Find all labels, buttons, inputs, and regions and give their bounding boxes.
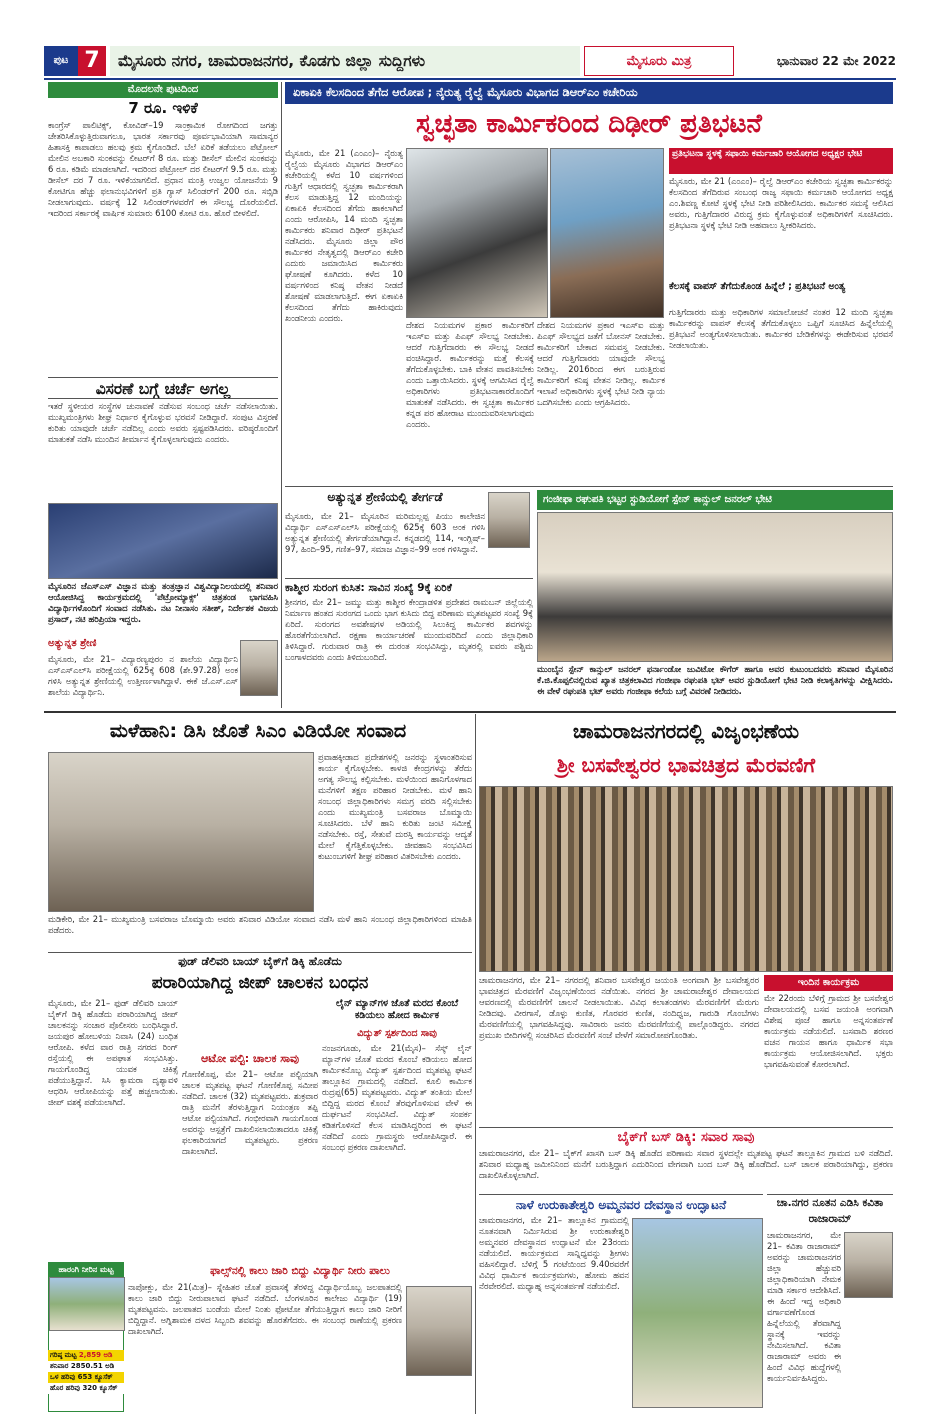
food-headline: ಪರಾರಿಯಾಗಿದ್ದ ಜೀಪ್ ಚಾಲಕನ ಬಂಧನ [151, 973, 369, 993]
continued-title: 7 ರೂ. ಇಳಿಕೆ [128, 99, 198, 117]
lead-kicker: ಏಕಾಏಕಿ ಕೆಲಸದಿಂದ ತೆಗೆದ ಆರೋಪ ; ನೈರುತ್ಯ ರೈಲ್ವೆ ಮೈಸೂರು ವಿಭಾಗದ ಡಿಆರ್‌ಎಂ ಕಚೇರಿಯ [285, 82, 893, 104]
section-title: ಮೈಸೂರು ನಗರ, ಚಾಮರಾಜನಗರ, ಕೊಡಗು ಜಿಲ್ಲಾ ಸುದ್ದಿಗಳು [110, 46, 580, 76]
film-team-photo [48, 503, 278, 579]
auto-body: ಗೋಣಿಕೊಪ್ಪ, ಮೇ 21– ಆಟೋ ಪಲ್ಟಿಯಾಗಿ ಚಾಲಕ ಮೃತಪಟ್ಟ ಘಟನೆ ಗೋಣಿಕೊಪ್ಪ ಸಮೀಪ ನಡೆದಿದೆ. ಚಾಲಕ (32) ಮೃತಪಟ್ಟವರು. ಶುಕ್ರವಾರ ರಾತ್ರಿ ಮನೆಗೆ ತೆರಳುತ್ತಿದ್ದಾಗ ನಿಯಂತ್ರಣ ತಪ್ಪಿ ಆಟೋ ಪಲ್ಟಿಯಾಗಿದೆ. ಗಂಭೀರವಾಗಿ ಗಾಯಗೊಂಡ ಅವರನ್ನು ಆಸ್ಪತ್ರೆಗೆ ದಾಖಲಿಸಲಾಯಿತಾದರೂ ಚಿಕಿತ್ಸೆ ಫಲಕಾರಿಯಾಗದೆ ಮೃತಪಟ್ಟರು. ಪ್ರಕರಣ ದಾಖಲಾಗಿದೆ. [182, 1069, 318, 1156]
procession-photo [479, 786, 893, 972]
film-caption: ಮೈಸೂರಿನ ಜೆಎಸ್‌ಎಸ್ ವಿಜ್ಞಾನ ಮತ್ತು ತಂತ್ರಜ್ಞಾನ ವಿಶ್ವವಿದ್ಯಾನಿಲಯದಲ್ಲಿ ಶನಿವಾರ ಆಯೋಜಿಸಿದ್ದ ಕಾರ್ಯಕ್ರಮದಲ್ಲಿ 'ಪೆಟ್ರೋಮ್ಯಾಕ್ಸ್' ಚಿತ್ರತಂಡ ಭಾಗವಹಿಸಿ ವಿದ್ಯಾರ್ಥಿಗಳೊಂದಿಗೆ ಸಂವಾದ ನಡೆಸಿತು. ನಟ ನೀನಾಸಂ ಸತೀಶ್, ನಿರ್ದೇಶಕ ವಿಜಯ ಪ್ರಸಾದ್, ನಟಿ ಹರಿಪ್ರಿಯಾ ಇದ್ದರು. [48, 581, 278, 624]
kashmir-title: ಕಾಶ್ಮೀರ ಸುರಂಗ ಕುಸಿತ: ಸಾವಿನ ಸಂಖ್ಯೆ 9ಕ್ಕೆ ಏರಿಕೆ [285, 578, 533, 596]
video-conference-photo [48, 752, 314, 912]
date-line: ಭಾನುವಾರ 22 ಮೇ 2022 [776, 54, 896, 68]
mid-left-body: ಪ್ರವಾಹಕ್ಕೀಡಾದ ಪ್ರದೇಶಗಳಲ್ಲಿ ಜನರನ್ನು ಸ್ಥಳಾಂತರಿಸುವ ಕಾರ್ಯ ಕೈಗೊಳ್ಳಬೇಕು. ಕಾಳಜಿ ಕೇಂದ್ರಗಳನ್ನು ತೆರೆದು ಅಗತ್ಯ ಸೌಲಭ್ಯ ಕಲ್ಪಿಸಬೇಕು. ಮಳೆಯಿಂದ ಹಾನಿಗೊಳಗಾದ ಮನೆಗಳಿಗೆ ತಕ್ಷಣ ಪರಿಹಾರ ನೀಡಬೇಕು. ಮಳೆ ಹಾನಿ ಸಂಬಂಧ ಜಿಲ್ಲಾಧಿಕಾರಿಗಳು ಸಮಗ್ರ ವರದಿ ಸಲ್ಲಿಸಬೇಕು ಎಂದು ಮುಖ್ಯಮಂತ್ರಿ ಬಸವರಾಜ ಬೊಮ್ಮಾಯಿ ಸೂಚಿಸಿದರು. ಬೆಳೆ ಹಾನಿ ಕುರಿತು ಜಂಟಿ ಸಮೀಕ್ಷೆ ನಡೆಸಬೇಕು. ರಸ್ತೆ, ಸೇತುವೆ ದುರಸ್ತಿ ಕಾರ್ಯವನ್ನು ಆದ್ಯತೆ ಮೇಲೆ ಕೈಗೆತ್ತಿಕೊಳ್ಳಬೇಕು. ಜೀವಹಾನಿ ಸಂಭವಿಸಿದ ಕುಟುಂಬಗಳಿಗೆ ಶೀಘ್ರ ಪರಿಹಾರ ವಿತರಿಸಬೇಕು ಎಂದರು. [318, 752, 472, 861]
rank2-portrait [488, 492, 530, 548]
rank1-title: ಅತ್ಯುನ್ನತ ಶ್ರೇಣಿ [48, 638, 97, 649]
falls-title: ಫಾಲ್ಸ್‌ನಲ್ಲಿ ಕಾಲು ಜಾರಿ ಬಿದ್ದು ವಿದ್ಯಾರ್ಥಿ ನೀರು ಪಾಲು [210, 1265, 390, 1277]
bike-title: ಬೈಕ್‌ಗೆ ಬಸ್ ಡಿಕ್ಕಿ: ಸವಾರ ಸಾವು [479, 1127, 893, 1147]
today-body: ಮೇ 22ರಂದು ಬೆಳಿಗ್ಗೆ ಗ್ರಾಮದ ಶ್ರೀ ಬಸವೇಶ್ವರ ದೇವಾಲಯದಲ್ಲಿ ಬಸವ ಜಯಂತಿ ಅಂಗವಾಗಿ ವಿಶೇಷ ಪೂಜೆ ಹಾಗೂ ಅನ್ನಸಂತರ್ಪಣೆ ಕಾರ್ಯಕ್ರಮ ನಡೆಯಲಿದೆ. ಬಸವಾದಿ ಶರಣರ ವಚನ ಗಾಯನ ಹಾಗೂ ಧಾರ್ಮಿಕ ಸಭಾ ಕಾರ್ಯಕ್ರಮ ಆಯೋಜಿಸಲಾಗಿದೆ. ಭಕ್ತರು ಭಾಗವಹಿಸುವಂತೆ ಕೋರಲಾಗಿದೆ. [764, 993, 893, 1069]
adc-title: ಚಾ.ನಗರ ನೂತನ ಎಡಿಸಿ ಕವಿತಾ ರಾಜಾರಾಮ್ [767, 1194, 893, 1228]
masthead-rule [44, 78, 896, 80]
rank1-portrait [240, 640, 278, 696]
food-kicker: ಫುಡ್ ಡೆಲಿವರಿ ಬಾಯ್ ಬೈಕ್‌ಗೆ ಡಿಕ್ಕಿ ಹೊಡೆದು [48, 952, 472, 970]
line-title: ಲೈನ್ ಮ್ಯಾನ್‌ಗಳ ಜೊತೆ ಮರದ ಕೊಂಬೆ ಕಡಿಯಲು ಹೋದ ಕಾರ್ಮಿಕ [335, 998, 459, 1021]
continued-tag: ಮೊದಲನೇ ಪುಟದಿಂದ [48, 82, 278, 98]
reservoir-row: ಒಳ ಹರಿವು 653 ಕ್ಯೂಸೆಕ್ [48, 1372, 124, 1383]
lead-side-head: ಪ್ರತಿಭಟನಾ ಸ್ಥಳಕ್ಕೆ ಸಫಾಯಿ ಕರ್ಮಚಾರಿ ಆಯೋಗದ ಅಧ್ಯಕ್ಷರ ಭೇಟಿ [669, 148, 893, 174]
reservoir-row: ಶನಿವಾರ 2850.51 ಅಡಿ [48, 1361, 124, 1372]
temple-photo [632, 1218, 763, 1408]
reservoir-row: ಗರಿಷ್ಠ ಮಟ್ಟ 2,859 ಅಡಿ [48, 1350, 124, 1361]
mid-rule [44, 711, 896, 713]
lead-side-more [669, 368, 893, 484]
festival-headline1: ಚಾಮರಾಜನಗರದಲ್ಲಿ ವಿಜೃಂಭಣೆಯ [572, 719, 800, 743]
lead-side-head2: ಕೆಲಸಕ್ಕೆ ವಾಪಸ್ ತೆಗೆದುಕೊಂಡ ಹಿನ್ನೆಲೆ ; ಪ್ರತಿಭಟನೆ ಅಂತ್ಯ [669, 281, 846, 292]
reservoir-title: ಹಾರಂಗಿ ನೀರಿನ ಮಟ್ಟ [49, 1263, 123, 1277]
lead-photo-workers [550, 148, 664, 318]
consul-banner: ಗಂಜೀಫಾ ರಘುಪತಿ ಭಟ್ಟರ ಸ್ಟುಡಿಯೋಗೆ ಸ್ಪೇನ್ ಕಾನ್ಸುಲ್ ಜನರಲ್ ಭೇಟಿ [537, 490, 893, 510]
auto-title: ಆಟೋ ಪಲ್ಟಿ: ಚಾಲಕ ಸಾವು [201, 1052, 299, 1065]
page-number: 7 [78, 46, 106, 76]
rank1-body: ಮೈಸೂರು, ಮೇ 21– ವಿದ್ಯಾರಣ್ಯಪುರಂ ನ ಶಾಲೆಯ ವಿದ್ಯಾರ್ಥಿನಿ ಎಸ್‌ಎಸ್‌ಎಲ್‌ಸಿ ಪರೀಕ್ಷೆಯಲ್ಲಿ 625ಕ್ಕೆ 608 (ಶೇ.97.28) ಅಂಕ ಗಳಿಸಿ ಅತ್ಯುನ್ನತ ಶ್ರೇಣಿಯಲ್ಲಿ ಉತ್ತೀರ್ಣಳಾಗಿದ್ದಾಳೆ. ಈಕೆ ಜೆ.ಎಸ್.ಎಸ್ ಶಾಲೆಯ ವಿದ್ಯಾರ್ಥಿನಿ. [48, 654, 238, 697]
temple-body: ಚಾಮರಾಜನಗರ, ಮೇ 21– ತಾಲ್ಲೂಕಿನ ಗ್ರಾಮದಲ್ಲಿ ನೂತನವಾಗಿ ನಿರ್ಮಿಸಿರುವ ಶ್ರೀ ಉರುಕಾತೇಶ್ವರಿ ಅಮ್ಮನವರ ದೇವಸ್ಥಾನದ ಉದ್ಘಾಟನೆ ಮೇ 23ರಂದು ನಡೆಯಲಿದೆ. ಕಾರ್ಯಕ್ರಮದ ಸಾನ್ನಿಧ್ಯವನ್ನು ಶ್ರೀಗಳು ವಹಿಸಲಿದ್ದಾರೆ. ಬೆಳಿಗ್ಗೆ 5 ಗಂಟೆಯಿಂದ 9.40ರವರೆಗೆ ವಿವಿಧ ಧಾರ್ಮಿಕ ಕಾರ್ಯಕ್ರಮಗಳು, ಹೋಮ ಹವನ ನೆರವೇರಲಿದೆ. ಮಧ್ಯಾಹ್ನ ಅನ್ನಸಂತರ್ಪಣೆ ನಡೆಯಲಿದೆ. [479, 1215, 629, 1291]
mid-left-headline: ಮಳೆಹಾನಿ: ಡಿಸಿ ಜೊತೆ ಸಿಎಂ ವಿಡಿಯೋ ಸಂವಾದ [109, 720, 407, 742]
adc-portrait [844, 1232, 893, 1298]
page-label: ಪುಟ [44, 46, 78, 76]
lead-photo-officials [406, 148, 548, 318]
reservoir-row: ಹೊರ ಹರಿವು 320 ಕ್ಯೂಸೆಕ್ [48, 1383, 124, 1394]
festival-headline2: ಶ್ರೀ ಬಸವೇಶ್ವರರ ಭಾವಚಿತ್ರದ ಮೆರವಣಿಗೆ [556, 753, 816, 777]
rank2-title: ಅತ್ಯುನ್ನತ ಶ್ರೇಣಿಯಲ್ಲಿ ತೇರ್ಗಡೆ [327, 490, 443, 504]
rank2-body: ಮೈಸೂರು, ಮೇ 21– ಮೈಸೂರಿನ ಮರಿಮಲ್ಲಪ್ಪ ಪಿಯು ಕಾಲೇಜಿನ ವಿದ್ಯಾರ್ಥಿ ಎಸ್‌ಎಸ್‌ಎಲ್‌ಸಿ ಪರೀಕ್ಷೆಯಲ್ಲಿ 625ಕ್ಕೆ 603 ಅಂಕ ಗಳಿಸಿ ಅತ್ಯುನ್ನತ ಶ್ರೇಣಿಯಲ್ಲಿ ತೇರ್ಗಡೆಯಾಗಿದ್ದಾನೆ. ಕನ್ನಡದಲ್ಲಿ 114, ಇಂಗ್ಲಿಷ್–97, ಹಿಂದಿ–95, ಗಣಿತ–97, ಸಮಾಜ ವಿಜ್ಞಾನ–99 ಅಂಕ ಗಳಿಸಿದ್ದಾನೆ. [285, 511, 485, 554]
discussion-body: ಇತರೆ ಸ್ಥಳೀಯರ ಸಂಸ್ಥೆಗಳ ಚುನಾವಣೆ ನಡೆಸುವ ಸಂಬಂಧ ಚರ್ಚೆ ನಡೆಸಲಾಯಿತು. ಮುಖ್ಯಮಂತ್ರಿಗಳು ಶೀಘ್ರ ನಿರ್ಧಾರ ಕೈಗೊಳ್ಳುವ ಭರವಸೆ ನೀಡಿದ್ದಾರೆ. ಸಂಪುಟ ವಿಸ್ತರಣೆ ಕುರಿತು ಯಾವುದೇ ಚರ್ಚೆ ನಡೆದಿಲ್ಲ ಎಂದು ಅವರು ಸ್ಪಷ್ಟಪಡಿಸಿದರು. ವರಿಷ್ಠರೊಂದಿಗೆ ಮಾತುಕತೆ ನಡೆಸಿ ಮುಂದಿನ ತೀರ್ಮಾನ ಕೈಗೊಳ್ಳಲಾಗುವುದು ಎಂದರು. [48, 401, 278, 444]
col-divider-1 [281, 82, 282, 708]
mid-left-caption: ಮಡಿಕೇರಿ, ಮೇ 21– ಮುಖ್ಯಮಂತ್ರಿ ಬಸವರಾಜ ಬೊಮ್ಮಾಯಿ ಅವರು ಶನಿವಾರ ವಿಡಿಯೋ ಸಂವಾದ ನಡೆಸಿ ಮಳೆ ಹಾನಿ ಸಂಬಂಧ ಜಿಲ್ಲಾಧಿಕಾರಿಗಳಿಂದ ಮಾಹಿತಿ ಪಡೆದರು. [48, 914, 472, 935]
temple-title: ನಾಳೆ ಉರುಕಾತೇಶ್ವರಿ ಅಮ್ಮನವರ ದೇವಸ್ಥಾನ ಉದ್ಘಾಟನೆ [479, 1194, 763, 1214]
col-divider-mid [475, 714, 476, 1414]
line-body: ನಂಜನಗೂಡು, ಮೇ 21(ಮೈಸ)– ಸೆಸ್ಕ್ ಲೈನ್ ಮ್ಯಾನ್‌ಗಳ ಜೊತೆ ಮರದ ಕೊಂಬೆ ಕಡಿಯಲು ಹೋದ ಕಾರ್ಮಿಕನೊಬ್ಬ ವಿದ್ಯುತ್ ಸ್ಪರ್ಶದಿಂದ ಮೃತಪಟ್ಟ ಘಟನೆ ತಾಲ್ಲೂಕಿನ ಗ್ರಾಮದಲ್ಲಿ ನಡೆದಿದೆ. ಕೂಲಿ ಕಾರ್ಮಿಕ ರುದ್ರಪ್ಪ(65) ಮೃತಪಟ್ಟವರು. ವಿದ್ಯುತ್ ತಂತಿಯ ಮೇಲೆ ಬಿದ್ದಿದ್ದ ಮರದ ಕೊಂಬೆ ತೆರವುಗೊಳಿಸುವ ವೇಳೆ ಈ ದುರ್ಘಟನೆ ಸಂಭವಿಸಿದೆ. ವಿದ್ಯುತ್ ಸಂಪರ್ಕ ಕಡಿತಗೊಳಿಸದೆ ಕೆಲಸ ಮಾಡಿಸಿದ್ದರಿಂದ ಈ ಘಟನೆ ನಡೆದಿದೆ ಎಂದು ಗ್ರಾಮಸ್ಥರು ಆರೋಪಿಸಿದ್ದಾರೆ. ಈ ಸಂಬಂಧ ಪ್ರಕರಣ ದಾಖಲಾಗಿದೆ. [322, 1043, 472, 1152]
falls-body: ನಾಪೋಕ್ಲು, ಮೇ 21(ಮಿತ್ರ)– ಸ್ನೇಹಿತರ ಜೊತೆ ಪ್ರವಾಸಕ್ಕೆ ತೆರಳಿದ್ದ ವಿದ್ಯಾರ್ಥಿಯೊಬ್ಬ ಜಲಪಾತದಲ್ಲಿ ಕಾಲು ಜಾರಿ ಬಿದ್ದು ನೀರುಪಾಲಾದ ಘಟನೆ ನಡೆದಿದೆ. ಬೆಂಗಳೂರಿನ ಕಾಲೇಜು ವಿದ್ಯಾರ್ಥಿ (19) ಮೃತಪಟ್ಟವನು. ಜಲಪಾತದ ಬಂಡೆಯ ಮೇಲೆ ನಿಂತು ಫೋಟೋ ತೆಗೆಯುತ್ತಿದ್ದಾಗ ಕಾಲು ಜಾರಿ ನೀರಿಗೆ ಬಿದ್ದಿದ್ದಾನೆ. ಅಗ್ನಿಶಾಮಕ ದಳದ ಸಿಬ್ಬಂದಿ ಶವವನ್ನು ಹೊರತೆಗೆದರು. ಈ ಸಂಬಂಧ ಠಾಣೆಯಲ್ಲಿ ಪ್ರಕರಣ ದಾಖಲಾಗಿದೆ. [128, 1282, 402, 1336]
falls-portrait [406, 1286, 472, 1376]
line-sub: ವಿದ್ಯುತ್ ಸ್ಪರ್ಶದಿಂದ ಸಾವು [357, 1028, 437, 1039]
adc-body: ಚಾಮರಾಜನಗರ, ಮೇ 21– ಕವಿತಾ ರಾಜಾರಾಮ್ ಅವರನ್ನು ಚಾಮರಾಜನಗರ ಜಿಲ್ಲಾ ಹೆಚ್ಚುವರಿ ಜಿಲ್ಲಾಧಿಕಾರಿಯಾಗಿ ನೇಮಕ ಮಾಡಿ ಸರ್ಕಾರ ಆದೇಶಿಸಿದೆ. ಈ ಹಿಂದೆ ಇದ್ದ ಅಧಿಕಾರಿ ವರ್ಗಾವಣೆಗೊಂಡ ಹಿನ್ನೆಲೆಯಲ್ಲಿ ತೆರವಾಗಿದ್ದ ಸ್ಥಾನಕ್ಕೆ ಇವರನ್ನು ನೇಮಿಸಲಾಗಿದೆ. ಕವಿತಾ ರಾಜಾರಾಮ್ ಅವರು ಈ ಹಿಂದೆ ವಿವಿಧ ಹುದ್ದೆಗಳಲ್ಲಿ ಕಾರ್ಯನಿರ್ವಹಿಸಿದ್ದರು. [767, 1230, 841, 1383]
reservoir-table [48, 1350, 124, 1394]
discussion-title: ವಿಸರಣೆ ಬಗ್ಗೆ ಚರ್ಚೆ ಅಗಲ್ಲ [48, 377, 278, 399]
food-body-cont [182, 998, 318, 1048]
kashmir-body: ಶ್ರೀನಗರ, ಮೇ 21– ಜಮ್ಮು ಮತ್ತು ಕಾಶ್ಮೀರ ಕೇಂದ್ರಾಡಳಿತ ಪ್ರದೇಶದ ರಾಮಬನ್ ಜಿಲ್ಲೆಯಲ್ಲಿ ನಿರ್ಮಾಣ ಹಂತದ ಸುರಂಗದ ಒಂದು ಭಾಗ ಕುಸಿದು ಬಿದ್ದ ಪರಿಣಾಮ ಮೃತಪಟ್ಟವರ ಸಂಖ್ಯೆ 9ಕ್ಕೆ ಏರಿದೆ. ಸುರಂಗದ ಅವಶೇಷಗಳ ಅಡಿಯಲ್ಲಿ ಸಿಲುಕಿದ್ದ ಕಾರ್ಮಿಕರ ಶವಗಳನ್ನು ಹೊರತೆಗೆಯಲಾಗಿದೆ. ರಕ್ಷಣಾ ಕಾರ್ಯಾಚರಣೆ ಮುಂದುವರಿದಿದೆ ಎಂದು ಜಿಲ್ಲಾಧಿಕಾರಿ ತಿಳಿಸಿದ್ದಾರೆ. ಗುರುವಾರ ರಾತ್ರಿ ಈ ದುರಂತ ಸಂಭವಿಸಿದ್ದು, ಮೃತರಲ್ಲಿ ಐವರು ಪಶ್ಚಿಮ ಬಂಗಾಳದವರು ಎಂದು ತಿಳಿದುಬಂದಿದೆ. [285, 597, 533, 662]
bike-body: ಚಾಮರಾಜನಗರ, ಮೇ 21– ಬೈಕ್‌ಗೆ ಖಾಸಗಿ ಬಸ್ ಡಿಕ್ಕಿ ಹೊಡೆದ ಪರಿಣಾಮ ಸವಾರ ಸ್ಥಳದಲ್ಲೇ ಮೃತಪಟ್ಟ ಘಟನೆ ತಾಲ್ಲೂಕಿನ ಗ್ರಾಮದ ಬಳಿ ನಡೆದಿದೆ. ಶನಿವಾರ ಮಧ್ಯಾಹ್ನ ಜಮೀನಿನಿಂದ ಮನೆಗೆ ಬರುತ್ತಿದ್ದಾಗ ಎದುರಿನಿಂದ ವೇಗವಾಗಿ ಬಂದ ಬಸ್ ಡಿಕ್ಕಿ ಹೊಡೆದಿದೆ. ಬಸ್ ಚಾಲಕ ಪರಾರಿಯಾಗಿದ್ದು, ಪ್ರಕರಣ ದಾಖಲಿಸಿಕೊಳ್ಳಲಾಗಿದೆ. [479, 1148, 893, 1180]
consul-caption: ಮುಂಬೈನ ಸ್ಪೇನ್ ಕಾನ್ಸುಲ್ ಜನರಲ್ ಫರ್ನಾಂಡೋ ಜುವಿಟೋ ಕೌಗೆರ್ ಹಾಗೂ ಅವರ ಕುಟುಂಬದವರು ಶನಿವಾರ ಮೈಸೂರಿನ ಕೆ.ಜಿ.ಕೊಪ್ಪಲಿನಲ್ಲಿರುವ ಖ್ಯಾತ ಚಿತ್ರಕಲಾವಿದ ಗಂಜೀಫಾ ರಘುಪತಿ ಭಟ್ ಅವರ ಸ್ಟುಡಿಯೋಗೆ ಭೇಟಿ ನೀಡಿ ಕಲಾಕೃತಿಗಳನ್ನು ವೀಕ್ಷಿಸಿದರು. ಈ ವೇಳೆ ರಘುಪತಿ ಭಟ್ ಅವರು ಗಂಜೀಫಾ ಕಲೆಯ ಬಗ್ಗೆ ವಿವರಣೆ ನೀಡಿದರು. [537, 664, 893, 696]
today-tag: ಇಂದಿನ ಕಾರ್ಯಕ್ರಮ [764, 975, 893, 991]
lead-col1: ಮೈಸೂರು, ಮೇ 21 (ಎಂಎಂ)– ನೈರುತ್ಯ ರೈಲ್ವೆಯ ಮೈಸೂರು ವಿಭಾಗದ ಡಿಆರ್‌ಎಂ ಕಚೇರಿಯಲ್ಲಿ ಕಳೆದ 10 ವರ್ಷಗಳಿಂದ ಗುತ್ತಿಗೆ ಆಧಾರದಲ್ಲಿ ಸ್ವಚ್ಛತಾ ಕಾರ್ಮಿಕರಾಗಿ ಕೆಲಸ ಮಾಡುತ್ತಿದ್ದ 12 ಮಂದಿಯನ್ನು ಏಕಾಏಕಿ ಕೆಲಸದಿಂದ ತೆಗೆದು ಹಾಕಲಾಗಿದೆ ಎಂದು ಆರೋಪಿಸಿ, 14 ಮಂದಿ ಸ್ವಚ್ಛತಾ ಕಾರ್ಮಿಕರು ಶನಿವಾರ ದಿಢೀರ್ ಪ್ರತಿಭಟನೆ ನಡೆಸಿದರು. ಮೈಸೂರು ಜಿಲ್ಲಾ ಪೌರ ಕಾರ್ಮಿಕರ ನೇತೃತ್ವದಲ್ಲಿ ಡಿಆರ್‌ಎಂ ಕಚೇರಿ ಎದುರು ಜಮಾಯಿಸಿದ ಕಾರ್ಮಿಕರು ಘೋಷಣೆ ಕೂಗಿದರು. ಕಳೆದ 10 ವರ್ಷಗಳಿಂದ ಕನಿಷ್ಠ ವೇತನ ನೀಡದೆ ಶೋಷಣೆ ಮಾಡಲಾಗುತ್ತಿದೆ. ಈಗ ಏಕಾಏಕಿ ಕೆಲಸದಿಂದ ತೆಗೆದು ಹಾಕಿರುವುದು ಖಂಡನೀಯ ಎಂದರು. [285, 148, 403, 323]
food-body: ಮೈಸೂರು, ಮೇ 21– ಫುಡ್ ಡೆಲಿವರಿ ಬಾಯ್ ಬೈಕ್‌ಗೆ ಡಿಕ್ಕಿ ಹೊಡೆದು ಪರಾರಿಯಾಗಿದ್ದ ಜೀಪ್ ಚಾಲಕನನ್ನು ಸಂಚಾರ ಪೊಲೀಸರು ಬಂಧಿಸಿದ್ದಾರೆ. ಜಯಪುರ ಹೋಬಳಿಯ ನಿವಾಸಿ (24) ಬಂಧಿತ ಆರೋಪಿ. ಕಳೆದ ವಾರ ರಾತ್ರಿ ನಗರದ ರಿಂಗ್ ರಸ್ತೆಯಲ್ಲಿ ಈ ಅಪಘಾತ ಸಂಭವಿಸಿತ್ತು. ಗಾಯಗೊಂಡಿದ್ದ ಯುವಕ ಚಿಕಿತ್ಸೆ ಪಡೆಯುತ್ತಿದ್ದಾನೆ. ಸಿಸಿ ಕ್ಯಾಮರಾ ದೃಶ್ಯಾವಳಿ ಆಧರಿಸಿ ಆರೋಪಿಯನ್ನು ಪತ್ತೆ ಹಚ್ಚಲಾಯಿತು. ಜೀಪ್ ವಶಕ್ಕೆ ಪಡೆಯಲಾಗಿದೆ. [48, 998, 178, 1107]
lead-bottom-rule [285, 486, 893, 487]
lead-col3: ದೇಶದ ನಿಯಮಗಳ ಪ್ರಕಾರ ಇಎಸ್‌ಐ ಮತ್ತು ಪಿಎಫ್ ಸೌಲಭ್ಯದ ಜತೆಗೆ ಬೋನಸ್ ನೀಡಬೇಕು. ಕಾರ್ಮಿಕರಿಗೆ ಬೇಕಾದ ಸಮವಸ್ತ್ರ ನೀಡಬೇಕು. ಆದರೆ ಗುತ್ತಿಗೆದಾರರು ಯಾವುದೇ ಸೌಲಭ್ಯ ನೀಡಿಲ್ಲ. 2016ರಿಂದ ಈಗ ಬರುತ್ತಿರುವ ಕಾರ್ಮಿಕರಿಗೆ ಕನಿಷ್ಠ ವೇತನ ನೀಡಿಲ್ಲ. ಕಾರ್ಮಿಕ ಇಲಾಖೆ ಅಧಿಕಾರಿಗಳು ಸ್ಥಳಕ್ಕೆ ಭೇಟಿ ನೀಡಿ ನ್ಯಾಯ ಒದಗಿಸಬೇಕು ಎಂದು ಆಗ್ರಹಿಸಿದರು. [537, 320, 665, 407]
lead-col2: ದೇಶದ ನಿಯಮಗಳ ಪ್ರಕಾರ ಕಾರ್ಮಿಕರಿಗೆ ಇಎಸ್‌ಐ ಮತ್ತು ಪಿಎಫ್ ಸೌಲಭ್ಯ ನೀಡಬೇಕು. ಆದರೆ ಗುತ್ತಿಗೆದಾರರು ಈ ಸೌಲಭ್ಯ ನೀಡದೆ ವಂಚಿಸಿದ್ದಾರೆ. ಕಾರ್ಮಿಕರನ್ನು ಮತ್ತೆ ಕೆಲಸಕ್ಕೆ ತೆಗೆದುಕೊಳ್ಳಬೇಕು. ಬಾಕಿ ವೇತನ ಪಾವತಿಸಬೇಕು ಎಂದು ಒತ್ತಾಯಿಸಿದರು. ಸ್ಥಳಕ್ಕೆ ಆಗಮಿಸಿದ ರೈಲ್ವೆ ಅಧಿಕಾರಿಗಳು ಪ್ರತಿಭಟನಾಕಾರರೊಂದಿಗೆ ಮಾತುಕತೆ ನಡೆಸಿದರು. ಈ ಸ್ವಚ್ಛತಾ ಕಾರ್ಮಿಕರ ಕನ್ನಡ ಪರ ಹೋರಾಟ ಮುಂದುವರಿಸಲಾಗುವುದು ಎಂದರು. [406, 320, 534, 429]
lead-headline: ಸ್ವಚ್ಛತಾ ಕಾರ್ಮಿಕರಿಂದ ದಿಢೀರ್ ಪ್ರತಿಭಟನೆ [416, 109, 762, 139]
reservoir-photo [49, 1277, 125, 1331]
festival-body: ಚಾಮರಾಜನಗರ, ಮೇ 21– ನಗರದಲ್ಲಿ ಶನಿವಾರ ಬಸವೇಶ್ವರ ಜಯಂತಿ ಅಂಗವಾಗಿ ಶ್ರೀ ಬಸವೇಶ್ವರರ ಭಾವಚಿತ್ರದ ಮೆರವಣಿಗೆ ವಿಜೃಂಭಣೆಯಿಂದ ನಡೆಯಿತು. ನಗರದ ಶ್ರೀ ಚಾಮರಾಜೇಶ್ವರ ದೇವಾಲಯದ ಆವರಣದಲ್ಲಿ ಮೆರವಣಿಗೆಗೆ ಚಾಲನೆ ನೀಡಲಾಯಿತು. ವಿವಿಧ ಕಲಾತಂಡಗಳು ಮೆರವಣಿಗೆಗೆ ಮೆರುಗು ನೀಡಿದವು. ವೀರಗಾಸೆ, ಡೊಳ್ಳು ಕುಣಿತ, ಗೊರವರ ಕುಣಿತ, ನಂದಿಧ್ವಜ, ಗಾರುಡಿ ಗೊಂಬೆಗಳು ಮೆರವಣಿಗೆಯಲ್ಲಿ ಭಾಗವಹಿಸಿದ್ದವು. ಸಾವಿರಾರು ಜನರು ಮೆರವಣಿಗೆಯಲ್ಲಿ ಪಾಲ್ಗೊಂಡಿದ್ದರು. ನಗರದ ಪ್ರಮುಖ ಬೀದಿಗಳಲ್ಲಿ ಸಂಚರಿಸಿದ ಮೆರವಣಿಗೆ ಸಂಜೆ ವೇಳೆಗೆ ಸಮಾರೋಪಗೊಂಡಿತು. [479, 975, 759, 1040]
lead-side-body2: ಗುತ್ತಿಗೆದಾರರು ಮತ್ತು ಅಧಿಕಾರಿಗಳ ಸಮಾಲೋಚನೆ ನಂತರ 12 ಮಂದಿ ಸ್ವಚ್ಛತಾ ಕಾರ್ಮಿಕರನ್ನು ವಾಪಸ್ ಕೆಲಸಕ್ಕೆ ತೆಗೆದುಕೊಳ್ಳಲು ಒಪ್ಪಿಗೆ ಸೂಚಿಸಿದ ಹಿನ್ನೆಲೆಯಲ್ಲಿ ಪ್ರತಿಭಟನೆ ಅಂತ್ಯಗೊಳಿಸಲಾಯಿತು. ಕಾರ್ಮಿಕರ ಬೇಡಿಕೆಗಳನ್ನು ಈಡೇರಿಸುವ ಭರವಸೆ ನೀಡಲಾಯಿತು. [669, 307, 893, 350]
masthead [44, 46, 896, 76]
paper-name: ಮೈಸೂರು ಮಿತ್ರ [584, 46, 734, 76]
continued-body: ಕಾಂಗ್ರೆಸ್ ಪಾಲಿಟಿಕ್ಸ್‌, ಕೋವಿಡ್–19 ಸಾಂಕ್ರಾಮಿಕ ರೋಗದಿಂದ ಜಗತ್ತು ಚೇತರಿಸಿಕೊಳ್ಳುತ್ತಿರುವಾಗಲೂ, ಭಾರತ ಸರ್ಕಾರವು ಪೂರ್ವಭಾವಿಯಾಗಿ ಸಾಮಾನ್ಯರ ಹಿತಾಸಕ್ತಿ ಕಾಪಾಡಲು ಹಲವು ಕ್ರಮ ಕೈಗೊಂಡಿದೆ. ಬೆಲೆ ಏರಿಕೆ ತಡೆಯಲು ಪೆಟ್ರೋಲ್ ಮೇಲಿನ ಅಬಕಾರಿ ಸುಂಕವನ್ನು ಲೀಟರ್‌ಗೆ 8 ರೂ. ಮತ್ತು ಡೀಸೆಲ್ ಮೇಲಿನ ಸುಂಕವನ್ನು 6 ರೂ. ಕಡಿಮೆ ಮಾಡಲಾಗಿದೆ. ಇದರಿಂದ ಪೆಟ್ರೋಲ್ ದರ ಲೀಟರ್‌ಗೆ 9.5 ರೂ. ಮತ್ತು ಡೀಸೆಲ್ ದರ 7 ರೂ. ಇಳಿಕೆಯಾಗಲಿದೆ. ಪ್ರಧಾನ ಮಂತ್ರಿ ಉಜ್ವಲ ಯೋಜನೆಯ 9 ಕೋಟಿಗೂ ಹೆಚ್ಚು ಫಲಾನುಭವಿಗಳಿಗೆ ಪ್ರತಿ ಗ್ಯಾಸ್ ಸಿಲಿಂಡರ್‌ಗೆ 200 ರೂ. ಸಬ್ಸಿಡಿ ನೀಡಲಾಗುವುದು. ವರ್ಷಕ್ಕೆ 12 ಸಿಲಿಂಡರ್‌ಗಳವರೆಗೆ ಈ ಸೌಲಭ್ಯ ದೊರೆಯಲಿದೆ. ಇದರಿಂದ ಸರ್ಕಾರಕ್ಕೆ ವಾರ್ಷಿಕ ಸುಮಾರು 6100 ಕೋಟಿ ರೂ. ಹೊರೆ ಬೀಳಲಿದೆ. [48, 120, 278, 218]
lead-side-body: ಮೈಸೂರು, ಮೇ 21 (ಎಂಎಂ)– ರೈಲ್ವೆ ಡಿಆರ್‌ಎಂ ಕಚೇರಿಯ ಸ್ವಚ್ಛತಾ ಕಾರ್ಮಿಕರನ್ನು ಕೆಲಸದಿಂದ ತೆಗೆದಿರುವ ಸಂಬಂಧ ರಾಜ್ಯ ಸಫಾಯಿ ಕರ್ಮಚಾರಿ ಆಯೋಗದ ಅಧ್ಯಕ್ಷ ಎಂ.ಶಿವಣ್ಣ ಕೋಟೆ ಸ್ಥಳಕ್ಕೆ ಭೇಟಿ ನೀಡಿ ಪರಿಶೀಲಿಸಿದರು. ಕಾರ್ಮಿಕರ ಸಮಸ್ಯೆ ಆಲಿಸಿದ ಅವರು, ಗುತ್ತಿಗೆದಾರರ ವಿರುದ್ಧ ಕ್ರಮ ಕೈಗೊಳ್ಳುವಂತೆ ಅಧಿಕಾರಿಗಳಿಗೆ ಸೂಚಿಸಿದರು. ಪ್ರತಿಭಟನಾ ಸ್ಥಳಕ್ಕೆ ಭೇಟಿ ನೀಡಿ ಅಹವಾಲು ಸ್ವೀಕರಿಸಿದರು. [669, 176, 893, 230]
consul-photo [537, 512, 893, 662]
